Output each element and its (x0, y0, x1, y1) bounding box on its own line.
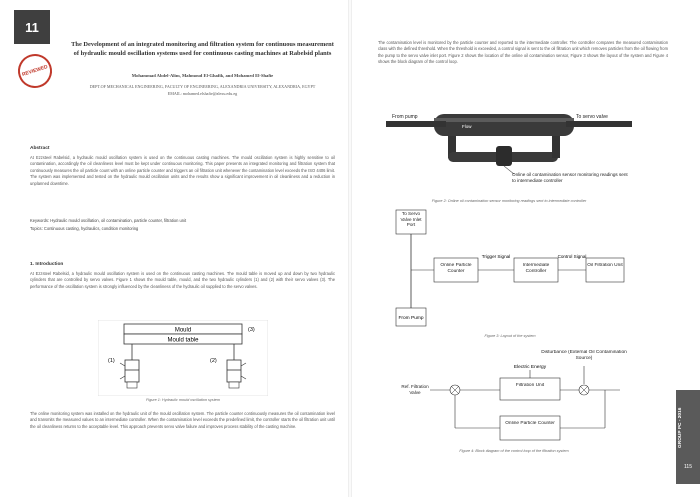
keywords: Keywords: Hydraulic mould oscillation, oil contamination, particle counter, filtration unit (30, 218, 187, 223)
fig2-flow: Flow (462, 124, 472, 129)
left-bottom-body: The online monitoring system was installed on the hydraulic unit of the mould oscillation system. The particle counter continuously measures the oil contamination level and transmits the measured values to an intermediate controller. When the contamination level exceeds the predefined limit, the controller starts the oil filtration unit until the oil cleanliness returns to the acceptable level. This approach prevents servo valve failure and improves process stability of the casting machine. (30, 411, 335, 429)
figure-2-caption: Figure 2: Online oil contamination sensor monitoring readings sent to intermediate controller (431, 199, 587, 203)
figure-3-system-layout (394, 208, 626, 330)
email-text: EMAIL: mohamed.elshafie@alexu.edu.eg (167, 90, 238, 96)
abstract-heading: Abstract (30, 146, 50, 151)
fig2-to-servo: To servo valve (576, 114, 608, 120)
figure-2-sensor-photo (386, 108, 632, 196)
figure-1-caption: Figure 1: Hydraulic mould oscillation system (145, 398, 221, 402)
topics: Topics: Continuous casting, hydraulics, condition monitoring (30, 226, 139, 231)
fig1-label-1: (1) (108, 358, 115, 364)
paper-title: The Development of an integrated monitoring and filtration system for continuous measurement of hydraulic mould oscillation systems used for continuous casting machines at Rabelsid plants (71, 41, 334, 57)
fig4-disturbance: Disturbance (External Oil Contamination Source) (541, 350, 627, 361)
paper-authors: Mohammad Abdel-Alim, Mahmoud El-Ghafik, and Mohamed El-Shafie (131, 73, 274, 78)
fig4-counter: Online Particle Counter (505, 421, 555, 426)
introduction-body: At Ezzsteel Rabelsid, a hydraulic mould oscillation system is used on the continuous casting machines. The mould table is moved up and down by two hydraulic cylinders that are controlled by servo valves. Figure 1 shows the mould table, mould, and the two hydraulic cylinders (1) and (2) with their servo valves (3). The performance of the oscillation system is strongly influenced by the cleanliness of the hydraulic oil supplied to the servo valves. (30, 271, 335, 289)
reviewed-stamp: REVIEWED (14, 50, 57, 93)
figure-4-block-diagram (400, 348, 628, 444)
fig2-sensor-label: Online oil contamination sensor monitoring readings sent to intermediate controller (512, 172, 628, 183)
figure-1-mould-diagram (98, 320, 268, 396)
figure-4-caption: Figure 4: Block diagram of the control loop of the filtration system (459, 449, 569, 453)
page-number-badge: 11 (14, 10, 50, 44)
page-spine (348, 0, 352, 497)
paper-affiliation (80, 84, 325, 97)
fig3-servo-inlet: To Servo Valve Inlet Port (400, 211, 422, 228)
fig4-ref: Ref. Filtration Valve (401, 384, 429, 395)
introduction-heading: 1. Introduction (30, 262, 64, 267)
fig4-electric: Electric Energy (513, 365, 547, 370)
fig1-mould-label: Mould (174, 327, 192, 334)
fig3-controller: Intermediate Controller (522, 263, 550, 274)
figure-3-caption: Figure 3: Layout of the system (484, 334, 536, 338)
right-top-body: The contamination level is monitored by the particle counter and reported to the intermediate controller. The controller compares the measured contamination class with the defined threshold. When the threshold is exceeded, a control signal is sent to the oil filtration unit which removes particles from the oil flowing from the pump to the servo valve inlet port. Figure 2 shows the location of the online oil contamination sensor, Figure 3 shows the layout of the system and Figure 4 shows the block diagram of the control loop. (378, 40, 668, 65)
fig1-label-2: (2) (210, 358, 217, 364)
fig2-from-pump: From pump (392, 114, 418, 120)
fig3-control: Control Signal (557, 254, 587, 259)
fig3-trigger: Trigger Signal (481, 254, 511, 259)
fig3-from-pump: From Pump (398, 316, 424, 321)
side-tab-page-number: 115 (684, 464, 692, 470)
fig3-counter: Online Particle Counter (440, 263, 472, 274)
fig4-filtration: Filtration Unit (515, 383, 545, 388)
abstract-body: At Ezzsteel Rabelsid, a hydraulic mould oscillation system is used on the continuous casting machines. The mould oscillation system is highly sensitive to oil contamination, accordingly the oil cleanliness level must be kept under continuous monitoring. This paper presents an integrated monitoring and filtration system that continuously measures the oil particle count with an online particle counter and triggers an oil filtration unit whenever the contamination level exceeds the ISO 4406 limit. The system was implemented and tested on the hydraulic mould oscillation units and the results show a significant improvement in oil cleanliness and a reduction in unplanned downtime. (30, 155, 335, 186)
fig1-label-3: (3) (248, 327, 255, 333)
side-tab-label: GROUP PC - 2016 (678, 407, 683, 449)
affiliation-text: DEPT.OF MECHANICAL ENGINEERING, FACULTY OF ENGINEERING, ALEXANDRIA UNIVERSITY, ALEXANDRIA, EGYPT (89, 84, 316, 89)
fig1-mould-table-label: Mould table (167, 337, 199, 344)
fig3-filtration: Oil Filtration Unit (587, 263, 623, 268)
